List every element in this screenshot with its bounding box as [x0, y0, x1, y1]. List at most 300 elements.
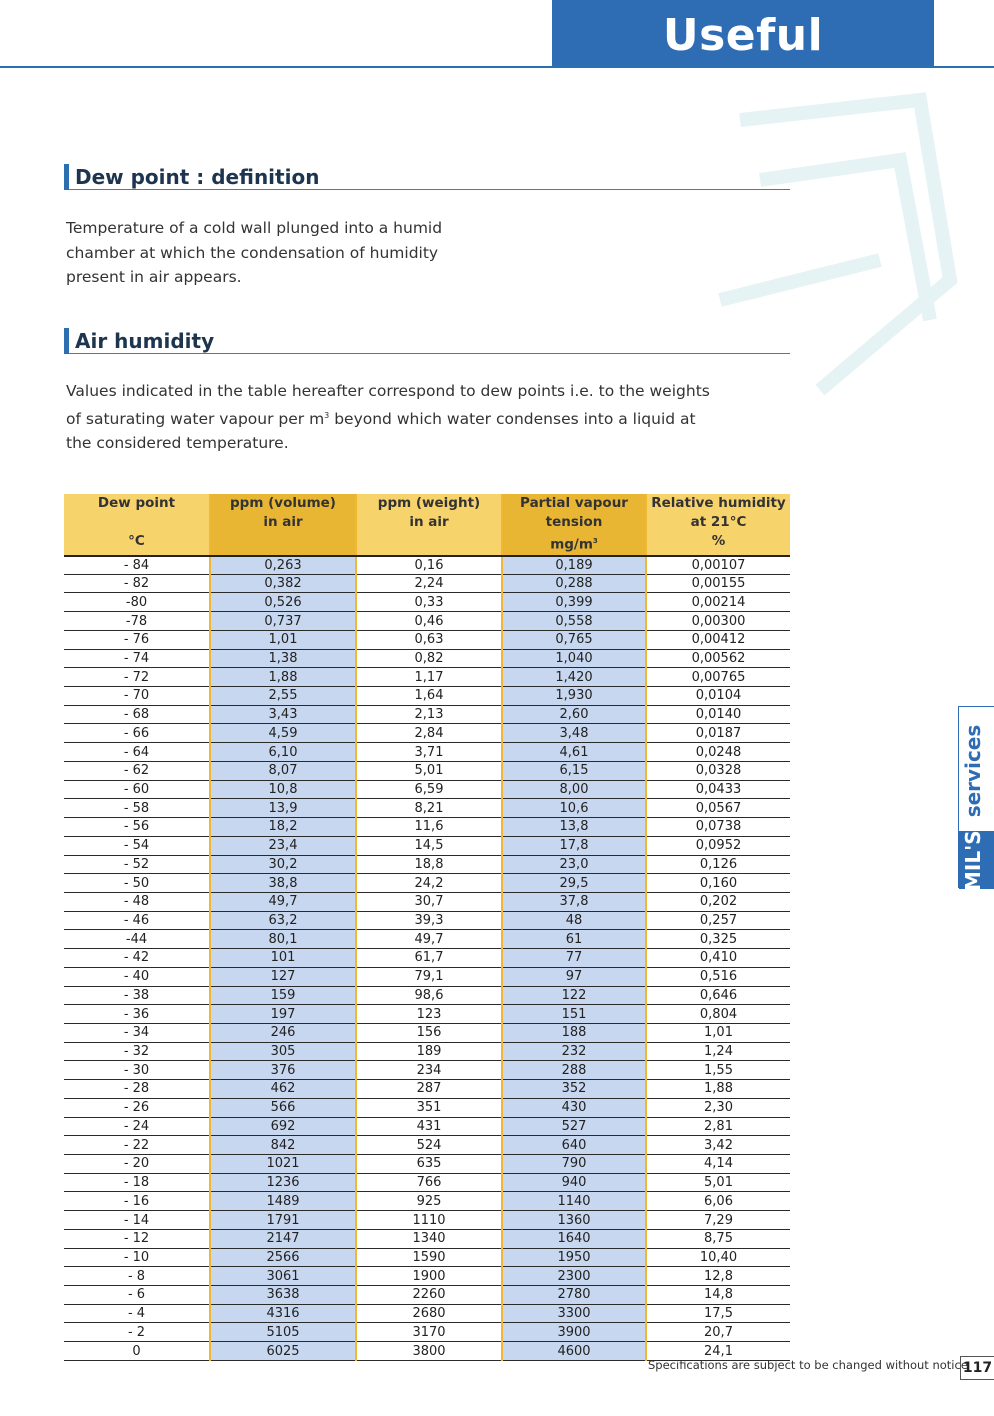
table-row	[64, 967, 790, 986]
cell-ppm-volume: 4,59	[210, 724, 356, 743]
table-row	[64, 1211, 790, 1230]
cell-ppm-weight: 18,8	[356, 855, 502, 874]
watermark-logo	[700, 60, 990, 420]
cell-relative-humidity: 0,0952	[646, 836, 790, 855]
cell-vapour-tension: 0,558	[502, 612, 646, 631]
cell-ppm-volume: 0,263	[210, 556, 356, 575]
cell-ppm-weight: 14,5	[356, 836, 502, 855]
cell-ppm-volume: 376	[210, 1061, 356, 1080]
cell-vapour-tension: 6,15	[502, 761, 646, 780]
cell-ppm-volume: 3061	[210, 1267, 356, 1286]
table-row	[64, 593, 790, 612]
cell-relative-humidity: 0,410	[646, 949, 790, 968]
cell-dew-point: - 54	[64, 836, 210, 855]
cell-ppm-weight: 98,6	[356, 986, 502, 1005]
cell-ppm-volume: 2147	[210, 1229, 356, 1248]
cell-relative-humidity: 0,646	[646, 986, 790, 1005]
header-line: at 21°C	[690, 514, 747, 530]
table-row	[64, 1023, 790, 1042]
cell-ppm-weight: 61,7	[356, 949, 502, 968]
cell-ppm-weight: 2260	[356, 1286, 502, 1305]
cell-vapour-tension: 1140	[502, 1192, 646, 1211]
cell-ppm-volume: 38,8	[210, 874, 356, 893]
cell-ppm-weight: 49,7	[356, 930, 502, 949]
cell-ppm-weight: 8,21	[356, 799, 502, 818]
cell-vapour-tension: 1,420	[502, 668, 646, 687]
cell-vapour-tension: 13,8	[502, 818, 646, 837]
humidity-line	[66, 404, 710, 432]
cell-relative-humidity: 0,00155	[646, 574, 790, 593]
cell-relative-humidity: 0,00412	[646, 630, 790, 649]
cell-ppm-weight: 2680	[356, 1304, 502, 1323]
cell-relative-humidity: 0,325	[646, 930, 790, 949]
section-dew-point-definition	[64, 164, 790, 190]
cell-dew-point: - 18	[64, 1173, 210, 1192]
cell-dew-point: - 12	[64, 1229, 210, 1248]
cell-ppm-weight: 2,84	[356, 724, 502, 743]
cell-ppm-volume: 18,2	[210, 818, 356, 837]
cell-ppm-volume: 246	[210, 1023, 356, 1042]
table-row	[64, 799, 790, 818]
table-row	[64, 761, 790, 780]
cell-vapour-tension: 48	[502, 911, 646, 930]
cell-ppm-weight: 524	[356, 1136, 502, 1155]
cell-ppm-weight: 2,13	[356, 705, 502, 724]
cell-relative-humidity: 4,14	[646, 1155, 790, 1174]
cell-vapour-tension: 1,040	[502, 649, 646, 668]
cell-ppm-volume: 1,88	[210, 668, 356, 687]
table-row	[64, 1229, 790, 1248]
cell-dew-point: - 50	[64, 874, 210, 893]
header-line	[503, 532, 645, 555]
cell-ppm-weight: 635	[356, 1155, 502, 1174]
cell-dew-point: - 42	[64, 949, 210, 968]
side-tab-brand: MIL'S	[961, 830, 985, 891]
table-row	[64, 1005, 790, 1024]
cell-ppm-volume: 6,10	[210, 743, 356, 762]
cell-relative-humidity: 2,81	[646, 1117, 790, 1136]
header-line: Dew point	[97, 495, 176, 511]
cell-vapour-tension: 288	[502, 1061, 646, 1080]
cell-ppm-weight: 0,82	[356, 649, 502, 668]
cell-ppm-volume: 49,7	[210, 892, 356, 911]
cell-ppm-volume: 6025	[210, 1342, 356, 1361]
cell-ppm-weight: 351	[356, 1098, 502, 1117]
header-line	[64, 513, 209, 532]
cell-relative-humidity: 8,75	[646, 1229, 790, 1248]
table-row	[64, 668, 790, 687]
cell-ppm-weight: 1590	[356, 1248, 502, 1267]
cell-ppm-weight: 1340	[356, 1229, 502, 1248]
cell-vapour-tension: 430	[502, 1098, 646, 1117]
cell-dew-point: - 38	[64, 986, 210, 1005]
header-line: ppm (weight)	[377, 495, 481, 511]
cell-relative-humidity: 0,00300	[646, 612, 790, 631]
cell-relative-humidity: 0,0140	[646, 705, 790, 724]
cell-ppm-weight: 1,64	[356, 687, 502, 706]
cell-relative-humidity: 10,40	[646, 1248, 790, 1267]
cell-ppm-weight: 5,01	[356, 761, 502, 780]
cell-relative-humidity: 0,00107	[646, 556, 790, 575]
table-row	[64, 687, 790, 706]
definition-line: chamber at which the condensation of humidity	[66, 243, 439, 262]
cell-relative-humidity: 0,160	[646, 874, 790, 893]
cell-vapour-tension: 3900	[502, 1323, 646, 1342]
section-air-humidity	[64, 328, 790, 354]
cell-ppm-weight: 3,71	[356, 743, 502, 762]
cell-relative-humidity: 1,01	[646, 1023, 790, 1042]
header-line: %	[711, 533, 726, 549]
table-row	[64, 1136, 790, 1155]
cell-dew-point: - 82	[64, 574, 210, 593]
cell-vapour-tension: 1640	[502, 1229, 646, 1248]
cell-relative-humidity: 7,29	[646, 1211, 790, 1230]
page-title: Useful formulae	[552, 0, 934, 66]
cell-dew-point: - 72	[64, 668, 210, 687]
cell-ppm-volume: 159	[210, 986, 356, 1005]
cell-ppm-weight: 6,59	[356, 780, 502, 799]
header-line: Partial vapour	[520, 495, 628, 511]
cell-vapour-tension: 2300	[502, 1267, 646, 1286]
cell-vapour-tension: 640	[502, 1136, 646, 1155]
section-title: Air humidity	[75, 329, 215, 353]
table-row	[64, 930, 790, 949]
cell-dew-point: - 30	[64, 1061, 210, 1080]
cell-ppm-weight: 1900	[356, 1267, 502, 1286]
cell-ppm-volume: 1,38	[210, 649, 356, 668]
cell-vapour-tension: 151	[502, 1005, 646, 1024]
cell-ppm-volume: 23,4	[210, 836, 356, 855]
cell-dew-point: - 58	[64, 799, 210, 818]
header-ppm-volume	[210, 494, 356, 556]
table-row	[64, 986, 790, 1005]
header-partial-vapour-tension	[502, 494, 646, 556]
cell-ppm-volume: 0,382	[210, 574, 356, 593]
cell-relative-humidity: 6,06	[646, 1192, 790, 1211]
cell-relative-humidity: 14,8	[646, 1286, 790, 1305]
cell-ppm-volume: 1,01	[210, 630, 356, 649]
table-row	[64, 855, 790, 874]
table-row	[64, 1267, 790, 1286]
cell-dew-point: - 52	[64, 855, 210, 874]
header-line: °C	[128, 533, 145, 549]
table-row	[64, 630, 790, 649]
header-line: tension	[545, 514, 603, 530]
cell-ppm-weight: 0,33	[356, 593, 502, 612]
cell-dew-point: -80	[64, 593, 210, 612]
dew-point-table	[64, 494, 790, 1361]
cell-dew-point: - 26	[64, 1098, 210, 1117]
cell-dew-point: -44	[64, 930, 210, 949]
cell-vapour-tension: 17,8	[502, 836, 646, 855]
header-dew-point	[64, 494, 210, 556]
table-row	[64, 1080, 790, 1099]
cell-vapour-tension: 352	[502, 1080, 646, 1099]
humidity-text: of saturating water vapour per m	[66, 409, 325, 428]
cell-ppm-weight: 123	[356, 1005, 502, 1024]
cell-vapour-tension: 2780	[502, 1286, 646, 1305]
cell-vapour-tension: 0,765	[502, 630, 646, 649]
cell-ppm-volume: 4316	[210, 1304, 356, 1323]
header-line: ppm (volume)	[230, 495, 336, 511]
cell-relative-humidity: 0,202	[646, 892, 790, 911]
section-marker	[64, 328, 69, 354]
header-unit: mg/m	[550, 536, 593, 553]
cell-relative-humidity: 0,0328	[646, 761, 790, 780]
cell-relative-humidity: 0,126	[646, 855, 790, 874]
cell-dew-point: - 32	[64, 1042, 210, 1061]
cell-vapour-tension: 97	[502, 967, 646, 986]
cell-dew-point: - 68	[64, 705, 210, 724]
cell-ppm-weight: 24,2	[356, 874, 502, 893]
cell-vapour-tension: 10,6	[502, 799, 646, 818]
cell-relative-humidity: 0,00765	[646, 668, 790, 687]
cell-vapour-tension: 1360	[502, 1211, 646, 1230]
cell-relative-humidity: 0,0104	[646, 687, 790, 706]
cell-relative-humidity: 0,0567	[646, 799, 790, 818]
cell-ppm-volume: 3638	[210, 1286, 356, 1305]
cell-vapour-tension: 4,61	[502, 743, 646, 762]
cell-relative-humidity: 20,7	[646, 1323, 790, 1342]
cell-vapour-tension: 940	[502, 1173, 646, 1192]
cell-ppm-volume: 1791	[210, 1211, 356, 1230]
cell-dew-point: - 60	[64, 780, 210, 799]
cell-ppm-volume: 0,526	[210, 593, 356, 612]
cell-dew-point: - 64	[64, 743, 210, 762]
cell-ppm-weight: 189	[356, 1042, 502, 1061]
cell-ppm-weight: 0,16	[356, 556, 502, 575]
cell-ppm-volume: 13,9	[210, 799, 356, 818]
cell-ppm-weight: 234	[356, 1061, 502, 1080]
table-row	[64, 1323, 790, 1342]
humidity-line: Values indicated in the table hereafter correspond to dew points i.e. to the weights	[66, 382, 710, 400]
table-row	[64, 1042, 790, 1061]
table-row	[64, 911, 790, 930]
table-row	[64, 1098, 790, 1117]
cell-relative-humidity: 2,30	[646, 1098, 790, 1117]
cell-vapour-tension: 790	[502, 1155, 646, 1174]
cell-dew-point: - 34	[64, 1023, 210, 1042]
footer-note: Specifications are subject to be changed without notice	[648, 1358, 968, 1372]
cell-ppm-volume: 0,737	[210, 612, 356, 631]
cell-ppm-weight: 925	[356, 1192, 502, 1211]
side-tab-services: services	[961, 724, 985, 818]
cell-dew-point: - 24	[64, 1117, 210, 1136]
table-row	[64, 705, 790, 724]
cell-ppm-volume: 1489	[210, 1192, 356, 1211]
cell-relative-humidity: 24,1	[646, 1342, 790, 1361]
cell-ppm-volume: 1021	[210, 1155, 356, 1174]
cell-relative-humidity: 0,0738	[646, 818, 790, 837]
table-row	[64, 556, 790, 575]
cell-dew-point: - 2	[64, 1323, 210, 1342]
table-row	[64, 949, 790, 968]
cell-dew-point: - 4	[64, 1304, 210, 1323]
table-row	[64, 1117, 790, 1136]
cell-relative-humidity: 1,55	[646, 1061, 790, 1080]
cell-vapour-tension: 3300	[502, 1304, 646, 1323]
superscript: 3	[592, 537, 598, 545]
cell-ppm-volume: 566	[210, 1098, 356, 1117]
cell-vapour-tension: 0,288	[502, 574, 646, 593]
cell-ppm-weight: 1110	[356, 1211, 502, 1230]
section-marker	[64, 164, 69, 190]
header-line: in air	[409, 514, 449, 530]
cell-dew-point: - 46	[64, 911, 210, 930]
cell-dew-point: - 62	[64, 761, 210, 780]
cell-vapour-tension: 1,930	[502, 687, 646, 706]
cell-dew-point: - 22	[64, 1136, 210, 1155]
cell-relative-humidity: 0,00562	[646, 649, 790, 668]
cell-ppm-volume: 462	[210, 1080, 356, 1099]
page-number: 117	[960, 1356, 994, 1380]
definition-paragraph	[66, 216, 442, 290]
humidity-paragraph	[66, 379, 710, 456]
cell-ppm-weight: 156	[356, 1023, 502, 1042]
header-ppm-weight	[356, 494, 502, 556]
table-row	[64, 780, 790, 799]
table-row	[64, 874, 790, 893]
cell-relative-humidity: 0,0187	[646, 724, 790, 743]
cell-relative-humidity: 1,88	[646, 1080, 790, 1099]
cell-ppm-volume: 3,43	[210, 705, 356, 724]
cell-relative-humidity: 1,24	[646, 1042, 790, 1061]
cell-ppm-volume: 2566	[210, 1248, 356, 1267]
cell-dew-point: 0	[64, 1342, 210, 1361]
definition-line: Temperature of a cold wall plunged into a humid	[66, 219, 443, 237]
cell-dew-point: - 40	[64, 967, 210, 986]
cell-ppm-volume: 80,1	[210, 930, 356, 949]
cell-dew-point: - 76	[64, 630, 210, 649]
cell-ppm-volume: 5105	[210, 1323, 356, 1342]
table-row	[64, 1173, 790, 1192]
cell-vapour-tension: 77	[502, 949, 646, 968]
cell-vapour-tension: 37,8	[502, 892, 646, 911]
cell-vapour-tension: 527	[502, 1117, 646, 1136]
table-row	[64, 1192, 790, 1211]
cell-vapour-tension: 4600	[502, 1342, 646, 1361]
cell-vapour-tension: 1950	[502, 1248, 646, 1267]
table-row	[64, 892, 790, 911]
table-row	[64, 818, 790, 837]
cell-ppm-volume: 30,2	[210, 855, 356, 874]
superscript: 3	[324, 410, 330, 420]
cell-ppm-volume: 101	[210, 949, 356, 968]
cell-dew-point: - 66	[64, 724, 210, 743]
table-row	[64, 612, 790, 631]
cell-ppm-weight: 39,3	[356, 911, 502, 930]
table-row	[64, 574, 790, 593]
cell-dew-point: - 14	[64, 1211, 210, 1230]
cell-vapour-tension: 23,0	[502, 855, 646, 874]
cell-dew-point: - 70	[64, 687, 210, 706]
cell-ppm-weight: 1,17	[356, 668, 502, 687]
cell-vapour-tension: 0,399	[502, 593, 646, 612]
table-row	[64, 1304, 790, 1323]
cell-relative-humidity: 0,0248	[646, 743, 790, 762]
header-line: Relative humidity	[651, 495, 786, 511]
cell-ppm-weight: 3800	[356, 1342, 502, 1361]
cell-dew-point: - 28	[64, 1080, 210, 1099]
cell-ppm-volume: 1236	[210, 1173, 356, 1192]
cell-ppm-volume: 305	[210, 1042, 356, 1061]
cell-ppm-weight: 11,6	[356, 818, 502, 837]
cell-ppm-weight: 0,63	[356, 630, 502, 649]
side-tab-label	[959, 703, 987, 891]
cell-relative-humidity: 5,01	[646, 1173, 790, 1192]
table-row	[64, 724, 790, 743]
cell-dew-point: - 16	[64, 1192, 210, 1211]
cell-dew-point: - 74	[64, 649, 210, 668]
cell-ppm-weight: 0,46	[356, 612, 502, 631]
definition-line: present in air appears.	[66, 268, 242, 286]
cell-ppm-weight: 287	[356, 1080, 502, 1099]
cell-dew-point: - 10	[64, 1248, 210, 1267]
table-row	[64, 836, 790, 855]
table-body	[64, 556, 790, 1361]
cell-vapour-tension: 61	[502, 930, 646, 949]
cell-ppm-volume: 197	[210, 1005, 356, 1024]
cell-dew-point: - 36	[64, 1005, 210, 1024]
cell-ppm-weight: 2,24	[356, 574, 502, 593]
cell-vapour-tension: 3,48	[502, 724, 646, 743]
table-row	[64, 1155, 790, 1174]
table-row	[64, 1286, 790, 1305]
cell-ppm-weight: 30,7	[356, 892, 502, 911]
cell-relative-humidity: 0,257	[646, 911, 790, 930]
cell-relative-humidity: 3,42	[646, 1136, 790, 1155]
cell-ppm-volume: 2,55	[210, 687, 356, 706]
cell-ppm-volume: 127	[210, 967, 356, 986]
cell-ppm-volume: 8,07	[210, 761, 356, 780]
cell-vapour-tension: 188	[502, 1023, 646, 1042]
cell-relative-humidity: 0,804	[646, 1005, 790, 1024]
table-row	[64, 1248, 790, 1267]
header-relative-humidity	[646, 494, 790, 556]
section-title: Dew point : definition	[75, 165, 320, 189]
cell-vapour-tension: 0,189	[502, 556, 646, 575]
cell-ppm-weight: 3170	[356, 1323, 502, 1342]
cell-relative-humidity: 0,516	[646, 967, 790, 986]
cell-ppm-volume: 10,8	[210, 780, 356, 799]
table-row	[64, 1061, 790, 1080]
cell-relative-humidity: 0,00214	[646, 593, 790, 612]
header-line: in air	[263, 514, 303, 530]
humidity-text: beyond which water condenses into a liquid at	[329, 409, 696, 428]
cell-relative-humidity: 0,0433	[646, 780, 790, 799]
cell-dew-point: - 20	[64, 1155, 210, 1174]
cell-dew-point: - 48	[64, 892, 210, 911]
cell-vapour-tension: 2,60	[502, 705, 646, 724]
cell-vapour-tension: 29,5	[502, 874, 646, 893]
cell-vapour-tension: 232	[502, 1042, 646, 1061]
cell-ppm-volume: 63,2	[210, 911, 356, 930]
cell-ppm-volume: 692	[210, 1117, 356, 1136]
cell-ppm-weight: 766	[356, 1173, 502, 1192]
cell-ppm-weight: 431	[356, 1117, 502, 1136]
cell-dew-point: - 56	[64, 818, 210, 837]
cell-ppm-volume: 842	[210, 1136, 356, 1155]
humidity-line: the considered temperature.	[66, 434, 289, 453]
table-row	[64, 649, 790, 668]
cell-dew-point: -78	[64, 612, 210, 631]
cell-dew-point: - 84	[64, 556, 210, 575]
cell-dew-point: - 8	[64, 1267, 210, 1286]
table-header-row	[64, 494, 790, 556]
cell-vapour-tension: 8,00	[502, 780, 646, 799]
cell-ppm-weight: 79,1	[356, 967, 502, 986]
table-row	[64, 743, 790, 762]
